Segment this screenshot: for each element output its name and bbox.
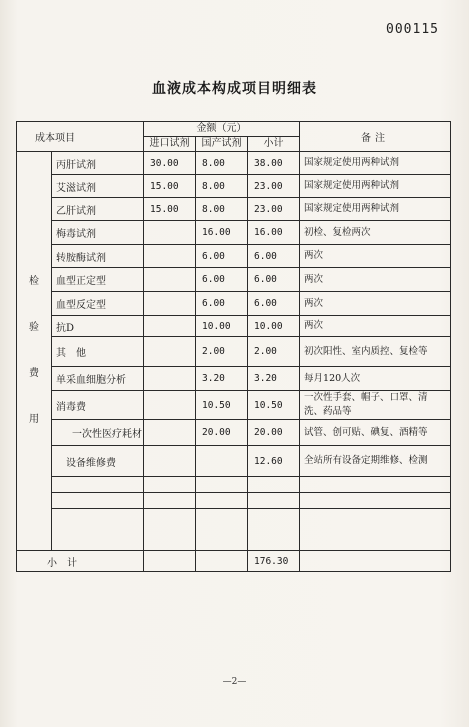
- subtotal-amount: 12.60: [248, 446, 300, 477]
- subtotal-amount: 38.00: [248, 152, 300, 175]
- empty-cell: [248, 493, 300, 509]
- empty-cell: [52, 493, 144, 509]
- empty-cell: [196, 477, 248, 493]
- cost-item-name: 血型正定型: [52, 268, 144, 292]
- cost-item-name: 抗D: [52, 316, 144, 337]
- table-row: [17, 268, 451, 292]
- header-cost-item: 成本项目: [17, 122, 144, 152]
- category-label: [17, 152, 52, 551]
- cost-item-name: 一次性医疗耗材: [52, 420, 144, 446]
- empty-cell: [196, 509, 248, 551]
- domestic-amount: 8.00: [196, 152, 248, 175]
- imported-amount: 30.00: [144, 152, 196, 175]
- table-row: [17, 367, 451, 391]
- category-char: 检: [29, 276, 39, 287]
- subtotal-amount: 3.20: [248, 367, 300, 391]
- empty-row: [17, 493, 451, 509]
- empty-cell: [300, 477, 451, 493]
- empty-cell: [248, 477, 300, 493]
- cost-item-name: 其 他: [52, 337, 144, 367]
- empty-cell: [144, 477, 196, 493]
- empty-cell: [300, 493, 451, 509]
- empty-row: [17, 509, 451, 551]
- domestic-amount: 2.00: [196, 337, 248, 367]
- domestic-amount: [196, 446, 248, 477]
- table-row: [17, 245, 451, 268]
- table-row: [17, 221, 451, 245]
- total-row: [17, 551, 451, 572]
- domestic-amount: 8.00: [196, 198, 248, 221]
- total-label: 小 计: [17, 551, 144, 572]
- table-row: [17, 420, 451, 446]
- subtotal-amount: 6.00: [248, 245, 300, 268]
- header-remark: 备注: [300, 122, 451, 152]
- imported-amount: [144, 391, 196, 420]
- cost-item-name: 单采血细胞分析: [52, 367, 144, 391]
- cost-item-name: 血型反定型: [52, 292, 144, 316]
- domestic-amount: 3.20: [196, 367, 248, 391]
- domestic-amount: 6.00: [196, 292, 248, 316]
- domestic-amount: 16.00: [196, 221, 248, 245]
- imported-amount: [144, 221, 196, 245]
- domestic-amount: 20.00: [196, 420, 248, 446]
- total-value: 176.30: [248, 551, 300, 572]
- empty-cell: [300, 509, 451, 551]
- table-row: [17, 198, 451, 221]
- remark-cell: 全站所有设备定期维修、检测: [300, 446, 451, 477]
- category-char: 验: [29, 322, 39, 333]
- empty-cell: [144, 551, 196, 572]
- remark-cell: 国家规定使用两种试剂: [300, 152, 451, 175]
- remark-cell: 两次: [300, 292, 451, 316]
- table-row: [17, 152, 451, 175]
- remark-cell: 国家规定使用两种试剂: [300, 198, 451, 221]
- remark-cell: 每月120人次: [300, 367, 451, 391]
- header-imported: 进口试剂: [144, 137, 196, 152]
- page-title: 血液成本构成项目明细表: [152, 81, 317, 97]
- cost-item-name: 丙肝试剂: [52, 152, 144, 175]
- domestic-amount: 10.50: [196, 391, 248, 420]
- cost-item-name: 艾滋试剂: [52, 175, 144, 198]
- subtotal-amount: 23.00: [248, 198, 300, 221]
- imported-amount: [144, 292, 196, 316]
- subtotal-amount: 10.50: [248, 391, 300, 420]
- cost-table: [16, 121, 451, 572]
- empty-cell: [144, 493, 196, 509]
- remark-cell: 两次: [300, 316, 451, 337]
- remark-cell: 两次: [300, 245, 451, 268]
- imported-amount: [144, 420, 196, 446]
- table-body: [17, 152, 451, 572]
- empty-cell: [196, 493, 248, 509]
- cost-item-name: 设备维修费: [52, 446, 144, 477]
- header-domestic: 国产试剂: [196, 137, 248, 152]
- table-row: [17, 292, 451, 316]
- cost-item-name: 转胺酶试剂: [52, 245, 144, 268]
- domestic-amount: 10.00: [196, 316, 248, 337]
- category-char: 费: [29, 368, 39, 379]
- remark-cell: 两次: [300, 268, 451, 292]
- imported-amount: [144, 245, 196, 268]
- remark-cell: 国家规定使用两种试剂: [300, 175, 451, 198]
- category-char: 用: [29, 414, 39, 425]
- imported-amount: 15.00: [144, 175, 196, 198]
- domestic-amount: 6.00: [196, 245, 248, 268]
- subtotal-amount: 6.00: [248, 292, 300, 316]
- remark-cell: 初检、复检两次: [300, 221, 451, 245]
- imported-amount: 15.00: [144, 198, 196, 221]
- document-number: 000115: [386, 22, 439, 37]
- remark-cell: 初次阳性、室内质控、复检等: [300, 337, 451, 367]
- table-row: [17, 446, 451, 477]
- header-subtotal: 小计: [248, 137, 300, 152]
- subtotal-amount: 23.00: [248, 175, 300, 198]
- header-amount: 金额（元）: [144, 122, 300, 137]
- empty-cell: [52, 477, 144, 493]
- remark-cell: 试管、创可贴、碘复、酒精等: [300, 420, 451, 446]
- subtotal-amount: 2.00: [248, 337, 300, 367]
- empty-cell: [300, 551, 451, 572]
- empty-row: [17, 477, 451, 493]
- table-row: [17, 175, 451, 198]
- page-number: —2—: [222, 677, 247, 687]
- empty-cell: [248, 509, 300, 551]
- empty-cell: [196, 551, 248, 572]
- cost-item-name: 消毒费: [52, 391, 144, 420]
- imported-amount: [144, 446, 196, 477]
- cost-item-name: 梅毒试剂: [52, 221, 144, 245]
- cost-item-name: 乙肝试剂: [52, 198, 144, 221]
- imported-amount: [144, 367, 196, 391]
- table-row: [17, 391, 451, 420]
- subtotal-amount: 16.00: [248, 221, 300, 245]
- domestic-amount: 8.00: [196, 175, 248, 198]
- empty-cell: [52, 509, 144, 551]
- subtotal-amount: 6.00: [248, 268, 300, 292]
- imported-amount: [144, 268, 196, 292]
- subtotal-amount: 20.00: [248, 420, 300, 446]
- table-row: [17, 337, 451, 367]
- imported-amount: [144, 316, 196, 337]
- domestic-amount: 6.00: [196, 268, 248, 292]
- imported-amount: [144, 337, 196, 367]
- subtotal-amount: 10.00: [248, 316, 300, 337]
- empty-cell: [144, 509, 196, 551]
- remark-cell: 一次性手套、帽子、口罩、清洗、药品等: [300, 391, 451, 420]
- table-row: [17, 316, 451, 337]
